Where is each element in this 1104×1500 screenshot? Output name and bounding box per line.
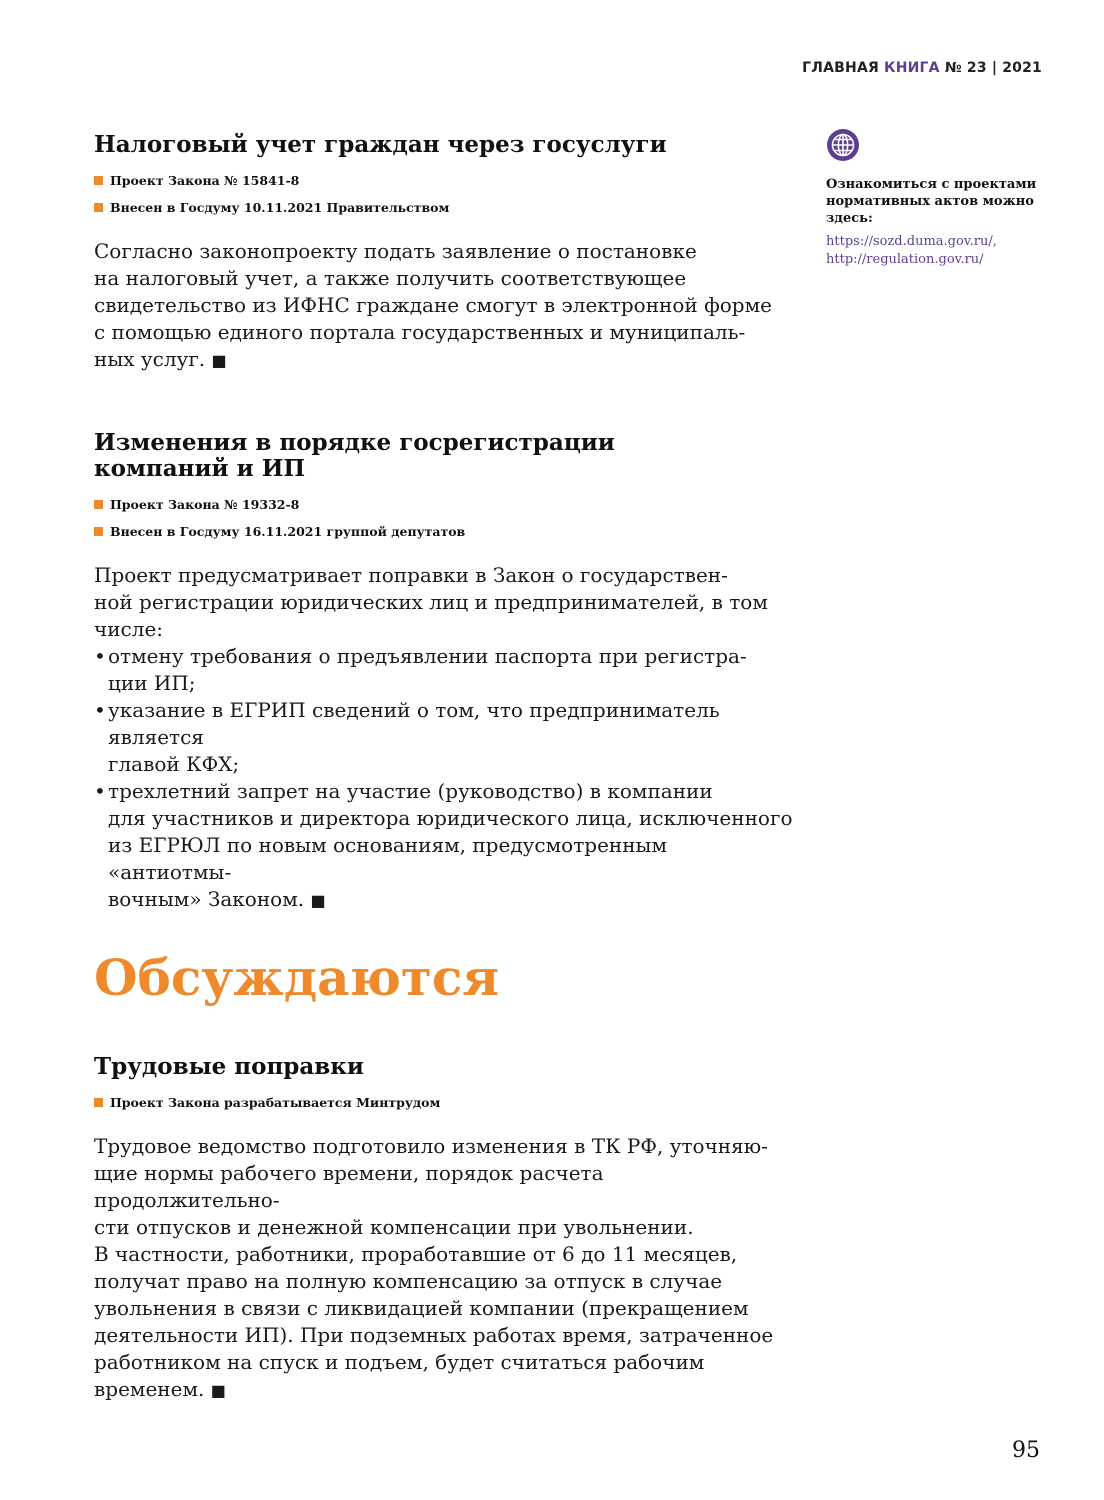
section-title: Налоговый учет граждан через госуслуги <box>94 131 667 158</box>
meta-submitted: Внесен в Госдуму 16.11.2021 группой депутатов <box>94 523 794 540</box>
body-line: получат право на полную компенсацию за отпуск в случае <box>94 1269 723 1293</box>
orange-square-icon <box>94 500 103 509</box>
section-registration-changes <box>94 430 794 914</box>
sidebar-note-text: Ознакомиться с проектами нормативных актов можно здесь: <box>826 177 1037 226</box>
orange-square-icon <box>94 527 103 536</box>
body-line: деятельности ИП). При подземных работах время, затраченное <box>94 1323 774 1347</box>
body-line: сти отпусков и денежной компенсации при увольнении. <box>94 1215 694 1239</box>
orange-square-icon <box>94 176 103 185</box>
body-line: с помощью единого портала государственных и муниципаль- <box>94 320 746 344</box>
section-title-line: Изменения в порядке госрегистрации <box>94 429 615 456</box>
end-mark: ■ <box>210 1381 226 1400</box>
body-line: Проект предусматривает поправки в Закон о государствен- <box>94 563 728 587</box>
orange-square-icon <box>94 203 103 212</box>
meta-bill-status: Проект Закона разрабатывается Минтрудом <box>94 1094 794 1111</box>
section-labor-amendments <box>94 1054 794 1404</box>
body-line: увольнения в связи с ликвидацией компании (прекращением <box>94 1296 749 1320</box>
meta-bill-number: Проект Закона № 19332-8 <box>94 496 794 513</box>
list-item: • отмену требования о предъявлении паспорта при регистра- ции ИП; <box>94 644 747 695</box>
section-title: Трудовые поправки <box>94 1053 364 1080</box>
bullet-mark: • <box>94 779 106 803</box>
globe-icon <box>826 128 860 162</box>
bullet-list <box>94 643 794 914</box>
body-line: на налоговый учет, а также получить соответствующее <box>94 266 687 290</box>
magazine-header <box>802 60 1042 76</box>
section-tax-registration <box>94 132 794 374</box>
body-line: числе: <box>94 617 164 641</box>
issue-number: № 23 | 2021 <box>944 60 1042 76</box>
link-regulation[interactable]: http://regulation.gov.ru/ <box>826 252 984 267</box>
brand-name: ГЛАВНАЯ <box>802 60 879 76</box>
section-body <box>94 562 794 914</box>
end-mark: ■ <box>211 351 227 370</box>
body-line: Согласно законопроекту подать заявление о постановке <box>94 239 697 263</box>
body-line: временем. ■ <box>94 1377 226 1401</box>
body-line: свидетельство из ИФНС граждане смогут в электронной форме <box>94 293 772 317</box>
list-item: • трехлетний запрет на участие (руководство) в компании для участников и директора юридического лица, исключенного из ЕГРЮЛ по новым основаниям, предусмотренным «антиотмы- вочным» Законом. ■ <box>94 779 793 911</box>
list-item: • указание в ЕГРИП сведений о том, что предприниматель является главой КФХ; <box>94 698 720 776</box>
link-sozd[interactable]: https://sozd.duma.gov.ru/, <box>826 234 997 249</box>
sidebar-note <box>826 128 1046 269</box>
page-number: 95 <box>1012 1438 1040 1463</box>
section-body <box>94 1133 794 1404</box>
body-line: ной регистрации юридических лиц и предпринимателей, в том <box>94 590 768 614</box>
end-mark: ■ <box>310 891 326 910</box>
body-line: Трудовое ведомство подготовило изменения в ТК РФ, уточняю- <box>94 1134 768 1158</box>
body-line: щие нормы рабочего времени, порядок расчета продолжительно- <box>94 1161 604 1212</box>
meta-bill-number: Проект Закона № 15841-8 <box>94 172 794 189</box>
body-line: работником на спуск и подъем, будет считаться рабочим <box>94 1350 705 1374</box>
big-section-heading: Обсуждаются <box>94 948 500 1007</box>
bullet-mark: • <box>94 698 106 722</box>
body-line: ных услуг. ■ <box>94 347 227 371</box>
meta-submitted: Внесен в Госдуму 10.11.2021 Правительством <box>94 199 794 216</box>
brand-accent: КНИГА <box>884 60 940 76</box>
section-title-line: компаний и ИП <box>94 455 306 482</box>
orange-square-icon <box>94 1098 103 1107</box>
bullet-mark: • <box>94 644 106 668</box>
section-body <box>94 238 794 374</box>
body-line: В частности, работники, проработавшие от 6 до 11 месяцев, <box>94 1242 738 1266</box>
